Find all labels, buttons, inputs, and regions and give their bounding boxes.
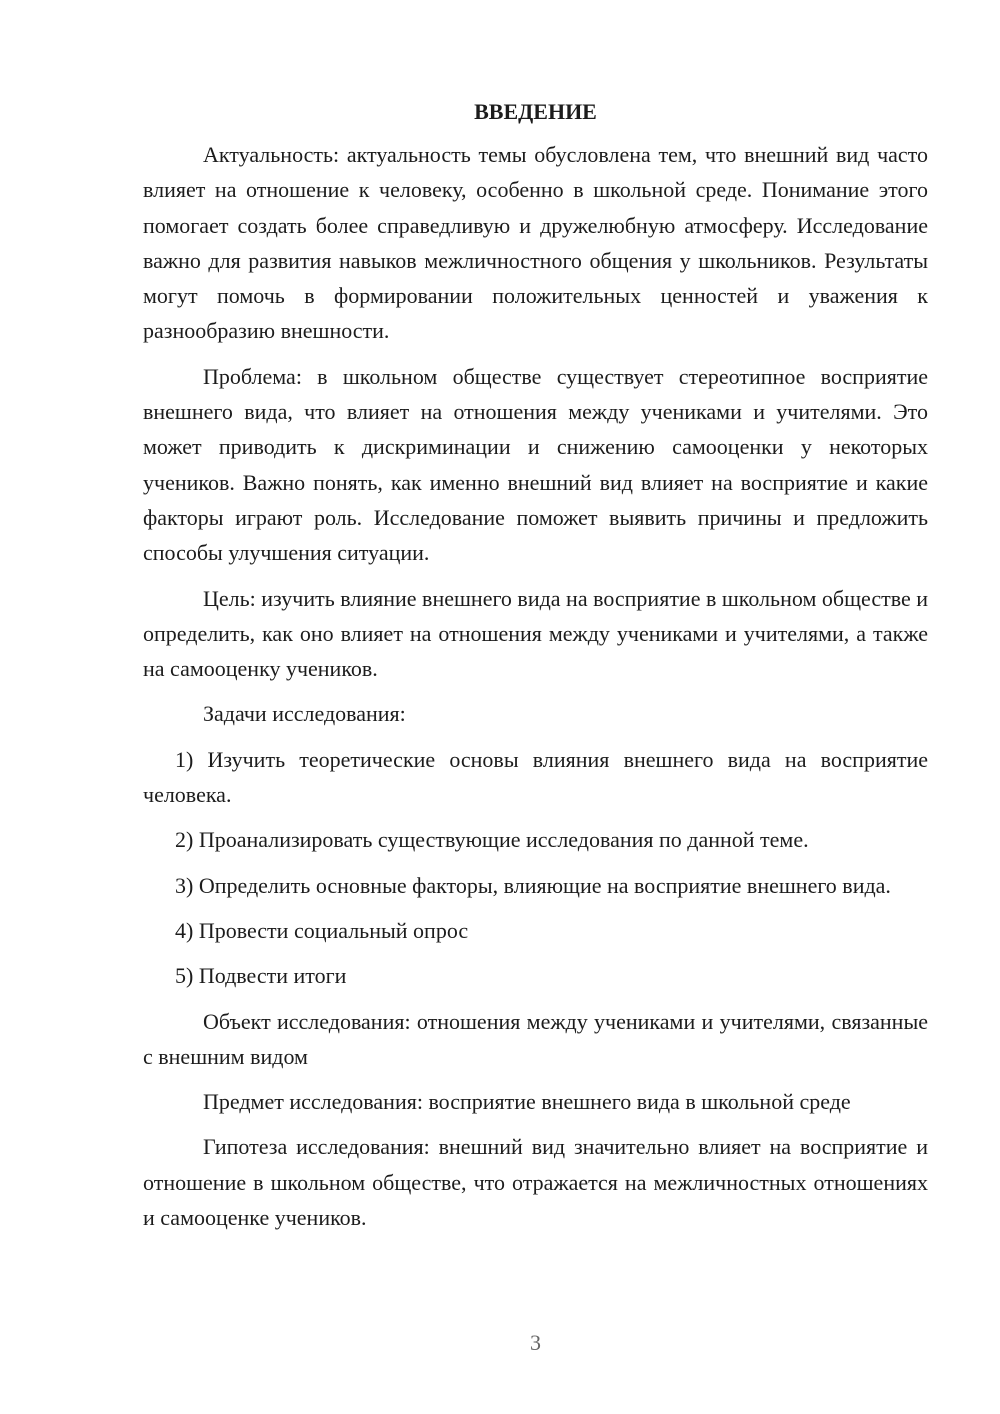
paragraph-relevance: Актуальность: актуальность темы обусловлена тем, что внешний вид часто влияет на отношение к человеку, особенно в школьной среде. Понимание этого помогает создать более справедливую и дружелюбную атмосферу. Исследование важно для развития навыков межличностного общения у школьников. Результаты могут помочь в формировании положительных ценностей и уважения к разнообразию внешности. <box>143 142 928 344</box>
paragraph-goal: Цель: изучить влияние внешнего вида на восприятие в школьном обществе и определить, как оно влияет на отношения между учениками и учителями, а также на самооценку учеников. <box>143 585 928 682</box>
paragraph-subject: Предмет исследования: восприятие внешнего вида в школьной среде <box>203 1089 851 1115</box>
task-item-4: 4) Провести социальный опрос <box>175 917 469 943</box>
page-number: 3 <box>530 1330 541 1355</box>
paragraph-tasks-heading: Задачи исследования: <box>203 701 406 727</box>
task-item-5: 5) Подвести итоги <box>175 963 347 989</box>
paragraph-problem: Проблема: в школьном обществе существует стереотипное восприятие внешнего вида, что влияет на отношения между учениками и учителями. Это может приводить к дискриминации и снижению самооценки у некоторых учеников. Важно понять, как именно внешний вид влияет на восприятие и какие факторы играют роль. Исследование поможет выявить причины и предложить способы улучшения ситуации. <box>143 363 928 566</box>
paragraph-hypothesis: Гипотеза исследования: внешний вид значительно влияет на восприятие и отношение в школьном обществе, что отражается на межличностных отношениях и самооценке учеников. <box>143 1134 928 1231</box>
page-title: ВВЕДЕНИЕ <box>474 99 597 124</box>
task-item-2: 2) Проанализировать существующие исследования по данной теме. <box>175 827 809 853</box>
document-page <box>143 94 928 1245</box>
task-item-3: 3) Определить основные факторы, влияющие на восприятие внешнего вида. <box>175 872 891 898</box>
paragraph-object: Объект исследования: отношения между учениками и учителями, связанные с внешним видом <box>143 1008 928 1069</box>
task-item-1: 1) Изучить теоретические основы влияния внешнего вида на восприятие человека. <box>143 746 928 808</box>
